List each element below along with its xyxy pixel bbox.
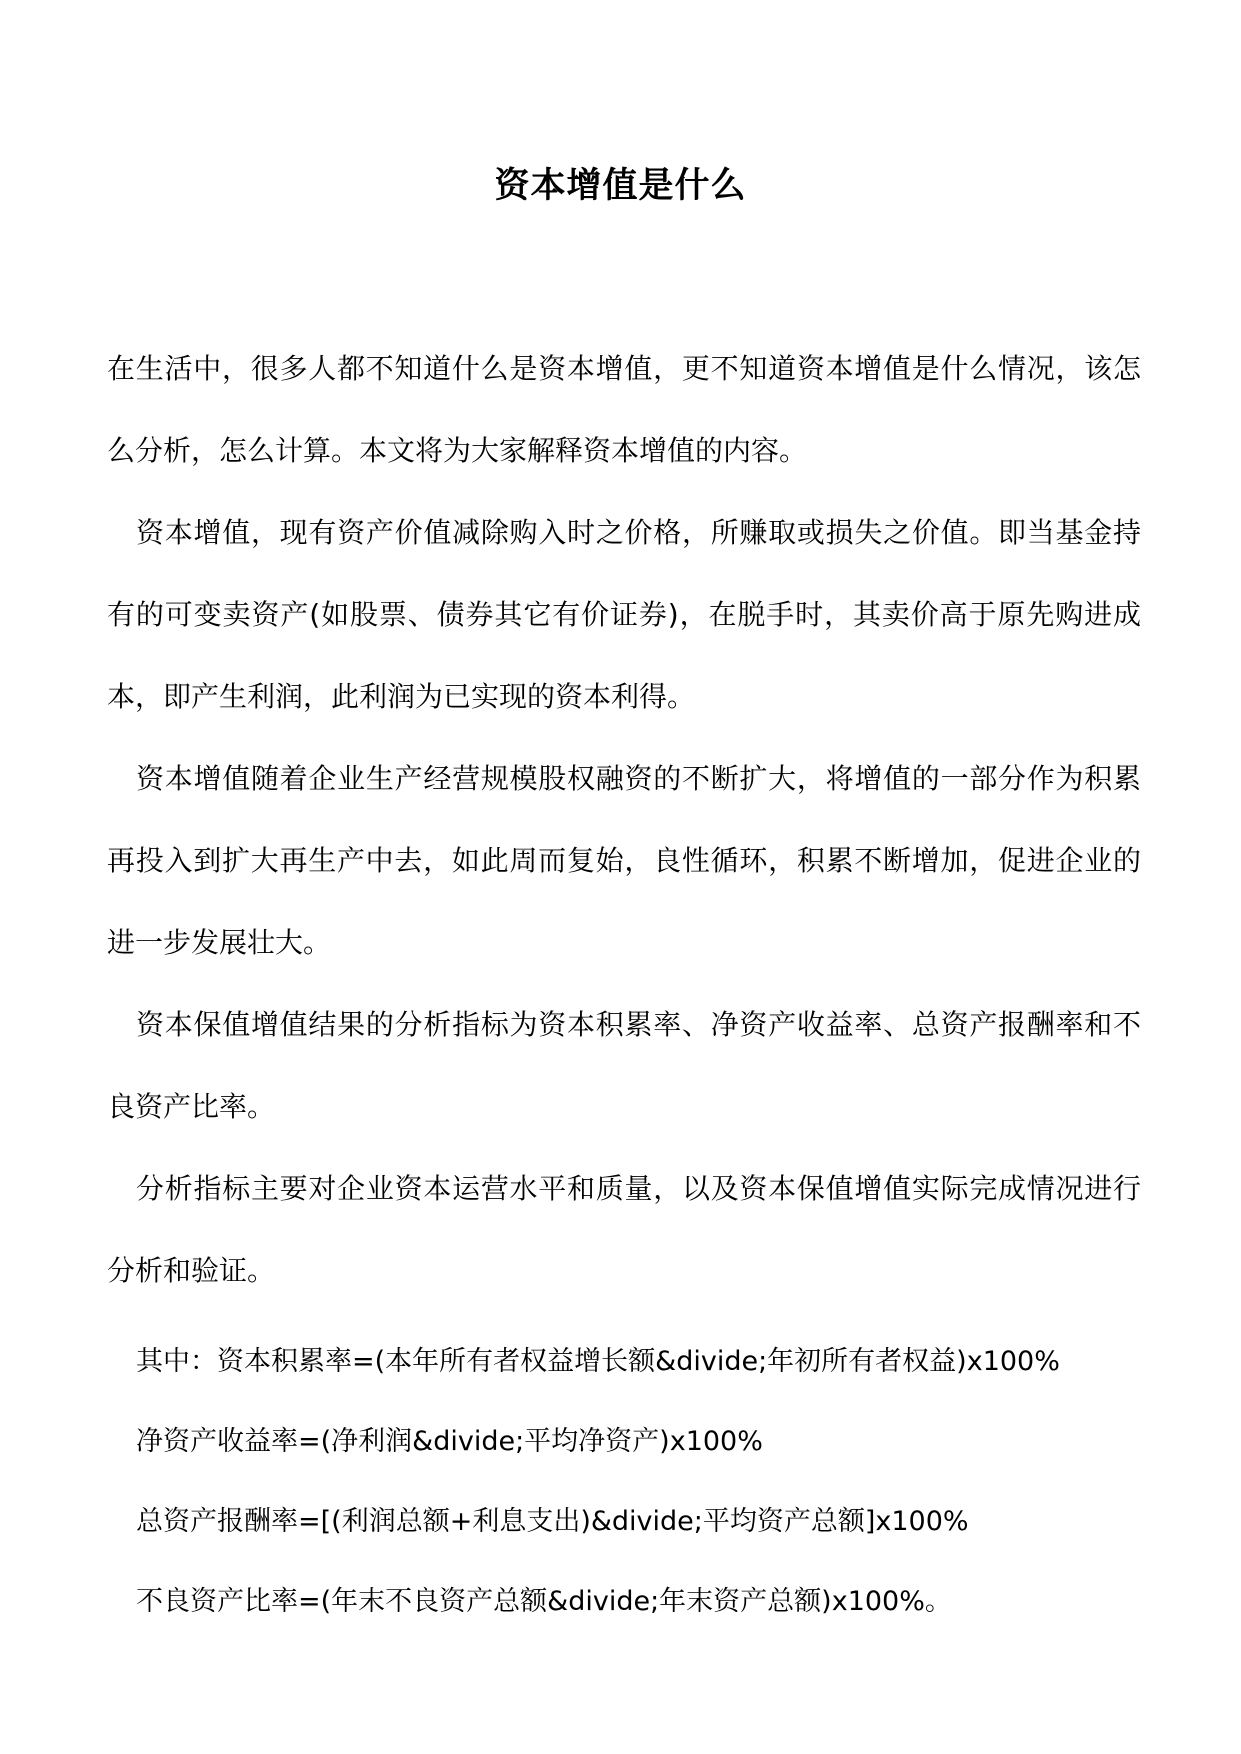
paragraph-intro: 在生活中，很多人都不知道什么是资本增值，更不知道资本增值是什么情况，该怎么分析，怎么计算。本文将为大家解释资本增值的内容。: [107, 352, 1141, 467]
paragraph-analysis: 分析指标主要对企业资本运营水平和质量，以及资本保值增值实际完成情况进行分析和验证。: [107, 1172, 1141, 1287]
formula-bad-asset-ratio: 不良资产比率=(年末不良资产总额&divide;年末资产总额)x100%。: [136, 1586, 952, 1617]
formula-return-on-net-assets: 净资产收益率=(净利润&divide;平均净资产)x100%: [136, 1426, 763, 1457]
paragraph-indicators: 资本保值增值结果的分析指标为资本积累率、净资产收益率、总资产报酬率和不良资产比率。: [107, 1008, 1141, 1123]
page-title: 资本增值是什么: [494, 166, 747, 206]
article-body: [107, 328, 1141, 1642]
formula-return-on-total-assets: 总资产报酬率=[(利润总额+利息支出)&divide;平均资产总额]x100%: [136, 1506, 969, 1537]
paragraph-definition: 资本增值，现有资产价值减除购入时之价格，所赚取或损失之价值。即当基金持有的可变卖资产(如股票、债券其它有价证券)，在脱手时，其卖价高于原先购进成本，即产生利润，此利润为已实现的资本利得。: [107, 516, 1141, 713]
paragraph-growth: 资本增值随着企业生产经营规模股权融资的不断扩大，将增值的一部分作为积累再投入到扩大再生产中去，如此周而复始，良性循环，积累不断增加，促进企业的进一步发展壮大。: [107, 762, 1141, 959]
formula-capital-accumulation-rate: 其中：资本积累率=(本年所有者权益增长额&divide;年初所有者权益)x100%: [136, 1346, 1060, 1377]
